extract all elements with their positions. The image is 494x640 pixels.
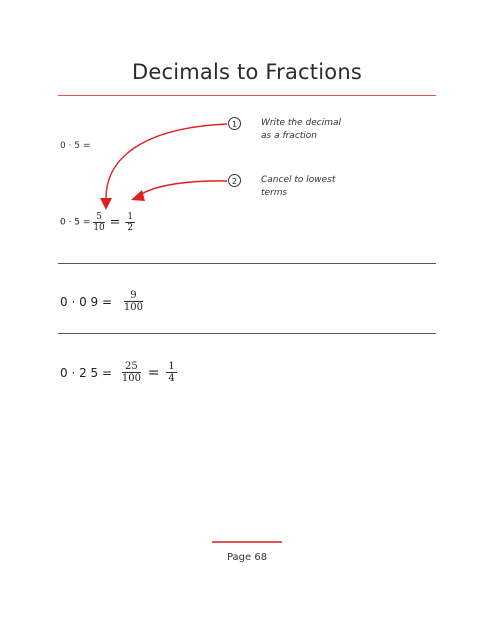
equals-sign: = — [109, 215, 121, 230]
denominator: 10 — [93, 223, 105, 233]
step-note-line: Write the decimal — [261, 118, 341, 128]
denominator: 100 — [121, 373, 141, 384]
fraction — [166, 361, 176, 384]
example-answer — [60, 212, 135, 233]
numerator: 1 — [127, 212, 134, 222]
denominator: 100 — [123, 302, 143, 313]
arrow-step2 — [140, 181, 227, 195]
step-note-line: as a fraction — [261, 131, 318, 141]
fraction — [122, 361, 141, 384]
problem-2-lhs: 0 · 2 5 = — [60, 365, 113, 380]
fraction — [93, 212, 104, 233]
numerator: 1 — [168, 361, 175, 372]
numerator: 9 — [124, 290, 143, 302]
denominator: 2 — [127, 223, 134, 233]
arrowhead-step1 — [100, 198, 112, 210]
step-note-line: Cancel to lowest — [261, 175, 336, 185]
section-divider — [58, 263, 436, 264]
problem-1-lhs: 0 · 0 9 = — [60, 294, 113, 309]
section-divider — [58, 333, 436, 334]
denominator: 4 — [168, 373, 175, 384]
example-question: 0 · 5 = — [60, 141, 91, 151]
step-number-badge: 1 — [228, 117, 241, 130]
footer-divider — [212, 541, 282, 543]
example-answer-lhs: 0 · 5 = — [60, 217, 91, 228]
problem-2 — [60, 361, 177, 384]
arrowhead-step2 — [131, 190, 145, 201]
numerator: 5 — [93, 212, 104, 223]
equals-sign: = — [147, 364, 160, 381]
page-title: Decimals to Fractions — [132, 60, 362, 84]
arrow-step1 — [106, 124, 227, 200]
problem-1 — [60, 290, 143, 313]
step-note-line: terms — [261, 188, 288, 198]
fraction — [124, 290, 143, 313]
page-number: Page 68 — [226, 552, 268, 563]
numerator: 25 — [122, 361, 141, 373]
step-number-badge: 2 — [228, 174, 241, 187]
fraction — [125, 212, 135, 233]
